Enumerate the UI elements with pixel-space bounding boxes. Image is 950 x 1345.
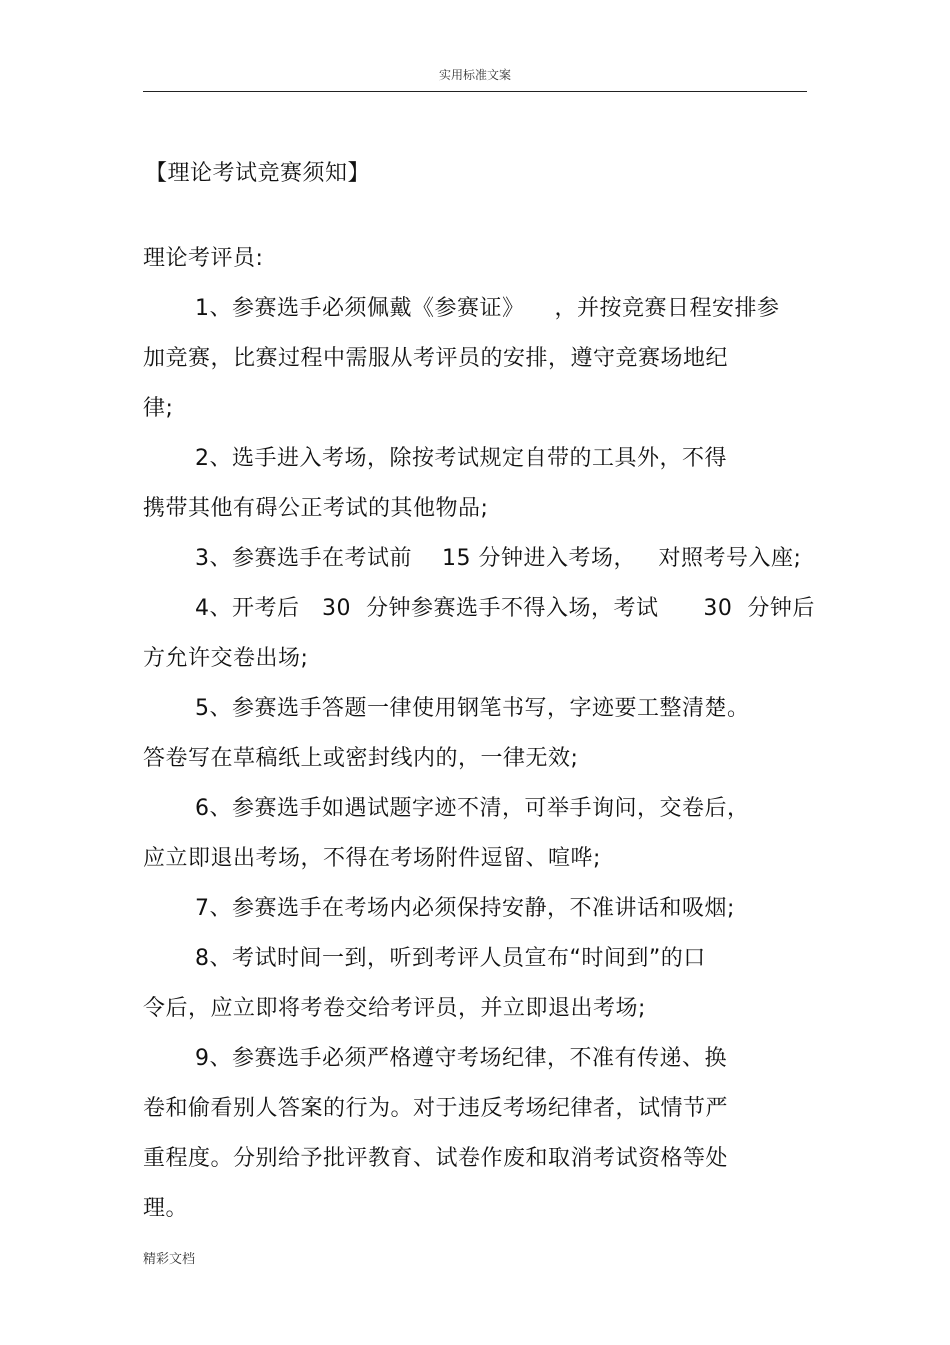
text-line: 1、参赛选手必须佩戴《参赛证》 ，并按竞赛日程安排参 [195,296,780,321]
text-line: 2、选手进入考场，除按考试规定自带的工具外，不得 [195,446,727,471]
page-header: 实用标准文案 [438,68,511,82]
text-line: 7、参赛选手在考场内必须保持安静，不准讲话和吸烟; [195,896,735,921]
text-line: 9、参赛选手必须严格遵守考场纪律，不准有传递、换 [195,1046,727,1071]
text-line: 应立即退出考场，不得在考场附件逗留、喧哗; [143,846,601,871]
text-line: 令后，应立即将考卷交给考评员，并立即退出考场; [143,996,646,1021]
text-line: 重程度。分别给予批评教育、试卷作废和取消考试资格等处 [143,1146,729,1171]
text-line: 答卷写在草稿纸上或密封线内的，一律无效; [143,746,579,771]
document-subtitle: 理论考评员: [143,246,264,271]
text-line: 3、参赛选手在考试前 15 分钟进入考场， 对照考号入座; [195,546,802,571]
text-line: 律; [143,396,174,421]
text-line: 4、开考后 30 分钟参赛选手不得入场，考试 30 分钟后 [195,596,815,621]
text-line: 加竞赛，比赛过程中需服从考评员的安排，遵守竞赛场地纪 [143,346,729,371]
page-footer: 精彩文档 [143,1252,196,1267]
document-title: 【理论考试竞赛须知】 [145,161,371,186]
text-line: 6、参赛选手如遇试题字迹不清，可举手询问，交卷后， [195,796,750,821]
text-line: 方允许交卷出场; [143,646,309,671]
text-line: 理。 [143,1196,189,1221]
text-line: 卷和偷看别人答案的行为。对于违反考场纪律者，试情节严 [143,1096,729,1121]
text-line: 携带其他有碍公正考试的其他物品; [143,496,489,521]
text-line: 8、考试时间一到，听到考评人员宣布“时间到”的口 [195,946,706,971]
text-line: 5、参赛选手答题一律使用钢笔书写，字迹要工整清楚。 [195,696,750,721]
header-rule [143,91,807,92]
